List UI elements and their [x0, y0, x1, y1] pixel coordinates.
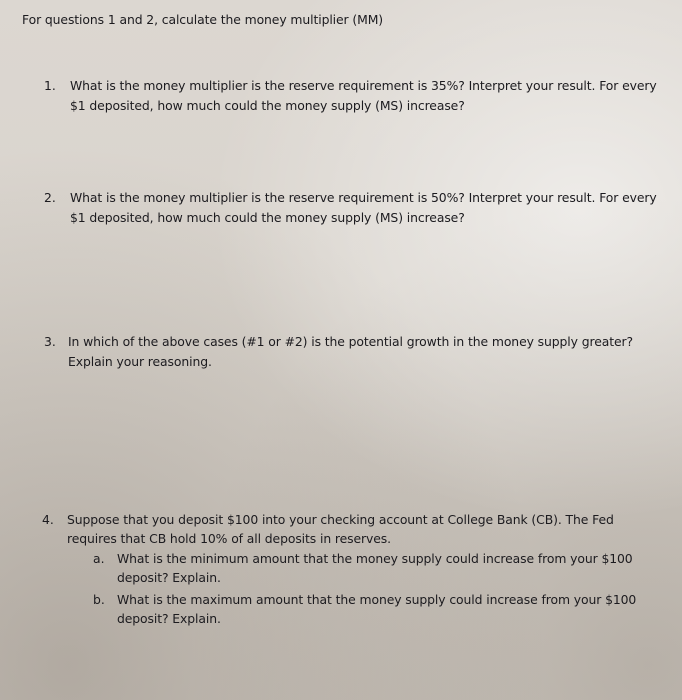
question-4-number: 4. — [42, 512, 54, 527]
question-1-line-2: $1 deposited, how much could the money supply (MS) increase? — [70, 98, 465, 113]
question-2-line-1: What is the money multiplier is the reserve requirement is 50%? Interpret your result. For every — [70, 190, 657, 205]
question-2-line-2: $1 deposited, how much could the money supply (MS) increase? — [70, 210, 465, 225]
question-4a-line-2: deposit? Explain. — [117, 570, 221, 585]
question-4-line-2: requires that CB hold 10% of all deposits in reserves. — [67, 531, 391, 546]
question-4b-line-1: What is the maximum amount that the money supply could increase from your $100 — [117, 592, 637, 607]
worksheet-header: For questions 1 and 2, calculate the money multiplier (MM) — [22, 12, 384, 27]
question-4b-line-2: deposit? Explain. — [117, 611, 221, 626]
question-3-line-1: In which of the above cases (#1 or #2) is the potential growth in the money supply greater? — [68, 334, 633, 349]
question-4b-letter: b. — [93, 592, 105, 607]
question-3-line-2: Explain your reasoning. — [68, 354, 212, 369]
question-4a-line-1: What is the minimum amount that the money supply could increase from your $100 — [117, 551, 633, 566]
question-4a-letter: a. — [93, 551, 105, 566]
question-1-line-1: What is the money multiplier is the reserve requirement is 35%? Interpret your result. For every — [70, 78, 657, 93]
question-3-number: 3. — [44, 334, 56, 349]
question-2-number: 2. — [44, 190, 56, 205]
question-1-number: 1. — [44, 78, 56, 93]
question-4-line-1: Suppose that you deposit $100 into your checking account at College Bank (CB). The Fed — [67, 512, 614, 527]
